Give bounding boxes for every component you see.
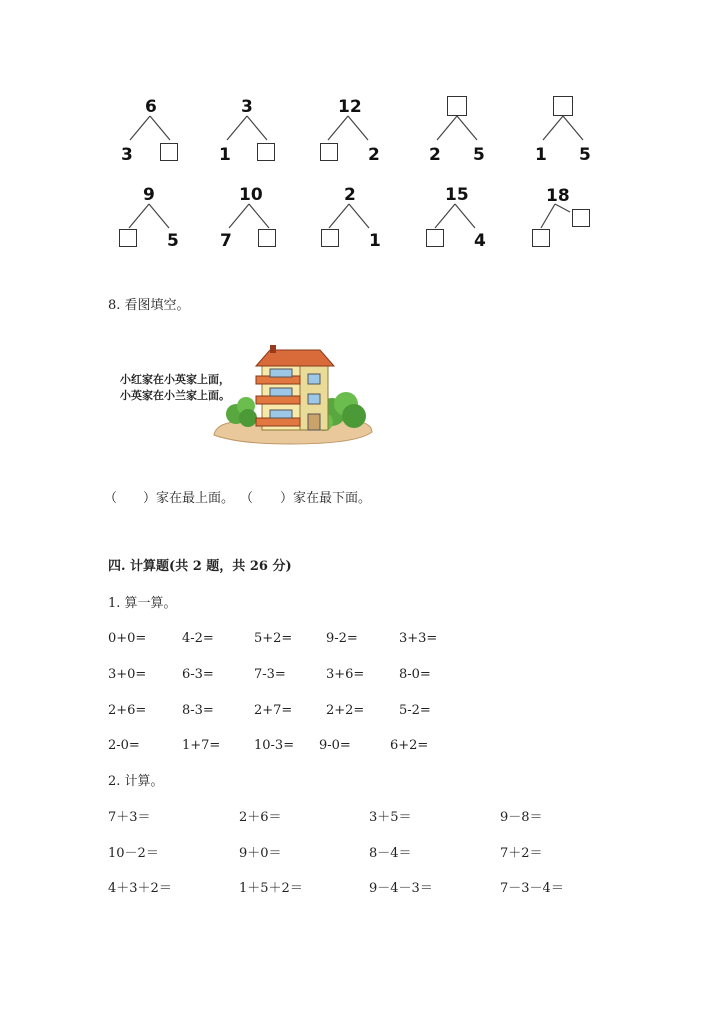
number-tree-4: [420, 96, 510, 176]
question-8-title: 8. 看图填空。: [108, 298, 190, 313]
answer-box[interactable]: [572, 209, 590, 227]
answer-blank-2[interactable]: [255, 490, 279, 506]
tree-left-number: 2: [429, 145, 441, 165]
arithmetic-item: 1＋5＋2＝: [239, 881, 303, 896]
blank-1-text: ）家在最上面。: [143, 491, 235, 506]
tree-left-number: 1: [219, 145, 231, 165]
tree-right-number: 4: [474, 231, 486, 251]
tree-right-number: 1: [369, 231, 381, 251]
arithmetic-item: 7＋3＝: [108, 810, 151, 825]
arithmetic-item: 2-0=: [108, 738, 140, 753]
arithmetic-item: 0+0=: [108, 631, 147, 646]
number-tree-1: [112, 96, 202, 176]
answer-box[interactable]: [160, 143, 178, 161]
blank-1-open: （: [104, 491, 118, 506]
answer-box[interactable]: [553, 96, 573, 116]
arithmetic-item: 8-0=: [399, 667, 431, 682]
answer-box[interactable]: [320, 143, 338, 161]
arithmetic-item: 4＋3＋2＝: [108, 881, 172, 896]
arithmetic-item: 2+7=: [254, 703, 293, 718]
number-tree-3: [310, 96, 400, 176]
answer-box[interactable]: [321, 229, 339, 247]
arithmetic-item: 5+2=: [254, 631, 293, 646]
answer-box[interactable]: [257, 143, 275, 161]
answer-blank-1[interactable]: [119, 490, 143, 506]
tree-left-number: 3: [121, 145, 133, 165]
number-tree-6: [112, 184, 202, 264]
tree-top-number: 18: [546, 186, 570, 206]
arithmetic-item: 9＋0＝: [239, 846, 282, 861]
arithmetic-item: 7＋2＝: [500, 846, 543, 861]
arithmetic-item: 7－3－4＝: [500, 881, 564, 896]
tree-top-number: 15: [445, 185, 469, 205]
arithmetic-item: 3+3=: [399, 631, 438, 646]
arithmetic-item: 3+6=: [326, 667, 365, 682]
tree-right-number: 5: [579, 145, 591, 165]
number-tree-5: [527, 96, 617, 176]
illustration-caption-line-2: 小英家在小兰家上面。: [120, 389, 230, 402]
arithmetic-item: 9－8＝: [500, 810, 543, 825]
arithmetic-item: 8-3=: [182, 703, 214, 718]
arithmetic-item: 9－4－3＝: [369, 881, 433, 896]
number-tree-9: [418, 184, 508, 264]
tree-right-number: 5: [473, 145, 485, 165]
arithmetic-item: 6-3=: [182, 667, 214, 682]
arithmetic-item: 8－4＝: [369, 846, 412, 861]
number-tree-8: [312, 184, 402, 264]
tree-right-number: 5: [167, 231, 179, 251]
blank-2-text: ）家在最下面。: [280, 491, 372, 506]
number-tree-10: [524, 184, 614, 264]
building-illustration: [110, 340, 380, 450]
arithmetic-item: 5-2=: [399, 703, 431, 718]
tree-top-number: 9: [143, 185, 155, 205]
tree-top-number: 2: [344, 185, 356, 205]
arithmetic-item: 3＋5＝: [369, 810, 412, 825]
tree-top-number: 6: [145, 97, 157, 117]
arithmetic-item: 9-0=: [319, 738, 351, 753]
tree-top-number: 3: [241, 97, 253, 117]
arithmetic-item: 6+2=: [390, 738, 429, 753]
answer-box[interactable]: [447, 96, 467, 116]
number-tree-7: [212, 184, 302, 264]
tree-top-number: 10: [239, 185, 263, 205]
arithmetic-item: 2+6=: [108, 703, 147, 718]
answer-box[interactable]: [532, 229, 550, 247]
illustration-caption-line-1: 小红家在小英家上面，: [120, 373, 230, 386]
answer-box[interactable]: [119, 229, 137, 247]
tree-left-number: 7: [220, 231, 232, 251]
arithmetic-item: 7-3=: [254, 667, 286, 682]
arithmetic-item: 10-3=: [254, 738, 295, 753]
arithmetic-item: 10－2＝: [108, 846, 159, 861]
tree-branches: [112, 184, 202, 264]
question-1-title: 1. 算一算。: [108, 596, 177, 611]
answer-box[interactable]: [258, 229, 276, 247]
tree-top-number: 12: [338, 97, 362, 117]
number-tree-2: [210, 96, 300, 176]
answer-box[interactable]: [426, 229, 444, 247]
arithmetic-item: 4-2=: [182, 631, 214, 646]
arithmetic-item: 9-2=: [326, 631, 358, 646]
arithmetic-item: 1+7=: [182, 738, 221, 753]
arithmetic-item: 2＋6＝: [239, 810, 282, 825]
tree-right-number: 2: [368, 145, 380, 165]
section-4-title: 四. 计算题(共 2 题，共 26 分): [108, 559, 292, 574]
arithmetic-item: 2+2=: [326, 703, 365, 718]
question-2-title: 2. 计算。: [108, 774, 164, 789]
arithmetic-item: 3+0=: [108, 667, 147, 682]
tree-left-number: 1: [535, 145, 547, 165]
blank-2-open: （: [240, 491, 254, 506]
tree-branches: [312, 184, 402, 264]
